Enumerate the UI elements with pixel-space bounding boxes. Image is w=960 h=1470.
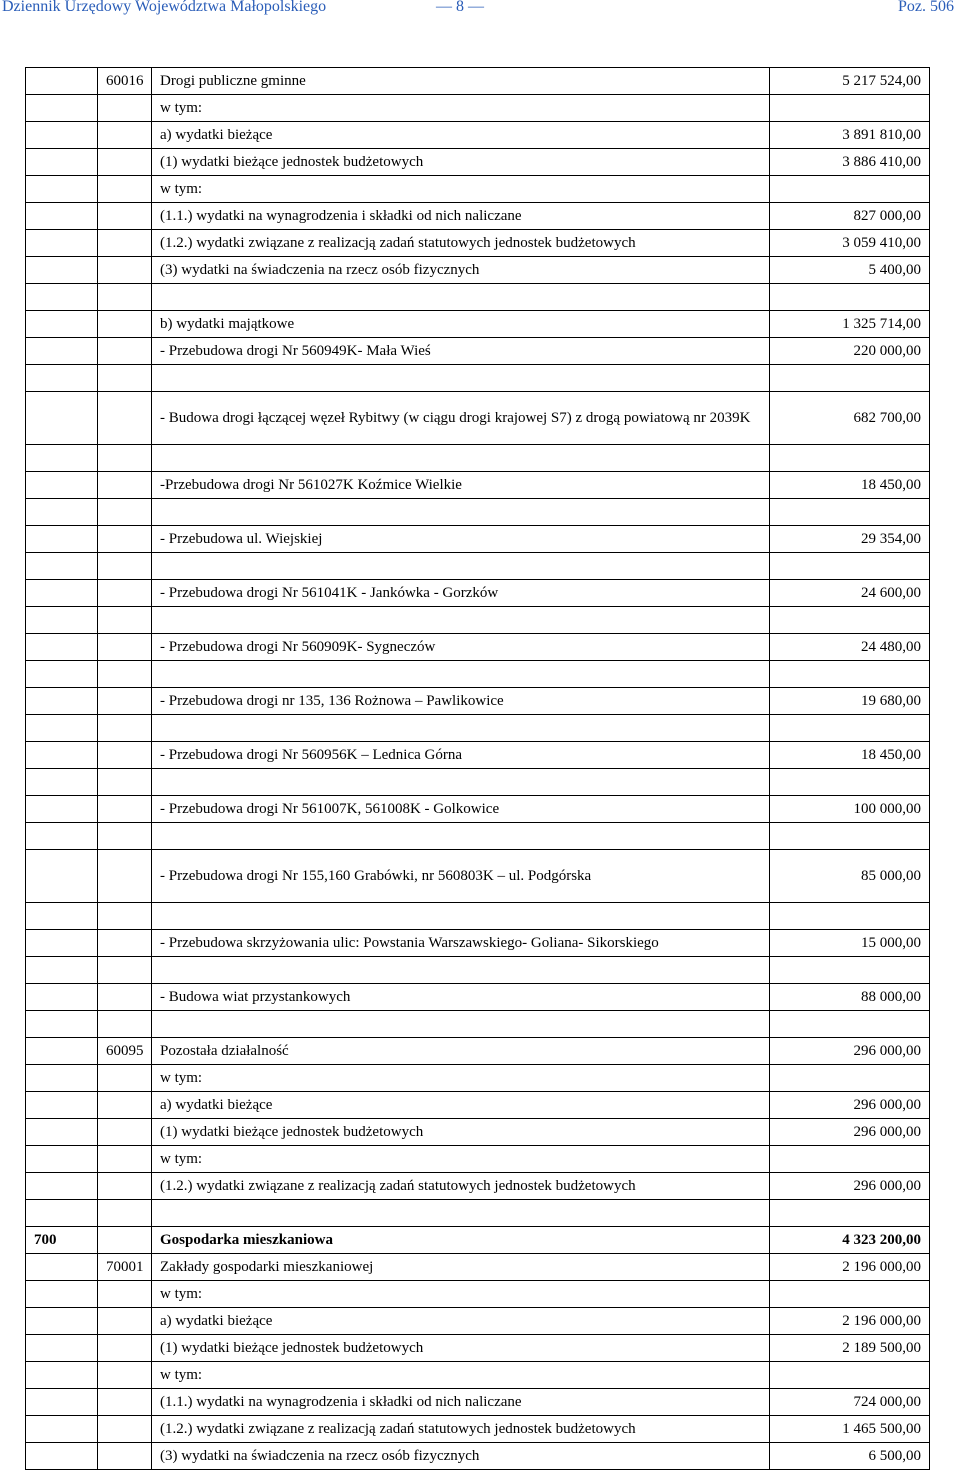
description xyxy=(152,1011,770,1038)
table-row xyxy=(26,311,930,338)
chapter-code xyxy=(98,122,152,149)
section-code xyxy=(26,122,98,149)
section-code xyxy=(26,311,98,338)
spacer-row xyxy=(26,957,930,984)
table-row xyxy=(26,1254,930,1281)
chapter-code xyxy=(98,203,152,230)
section-code xyxy=(26,284,98,311)
section-code xyxy=(26,365,98,392)
table-row xyxy=(26,688,930,715)
description: - Przebudowa drogi nr 135, 136 Rożnowa – Pawlikowice xyxy=(152,688,770,715)
amount xyxy=(770,661,930,688)
section-code xyxy=(26,95,98,122)
description xyxy=(152,553,770,580)
table-row xyxy=(26,472,930,499)
amount: 3 886 410,00 xyxy=(770,149,930,176)
table-row xyxy=(26,1119,930,1146)
section-code xyxy=(26,149,98,176)
section-code xyxy=(26,230,98,257)
chapter-code xyxy=(98,607,152,634)
description: - Przebudowa drogi Nr 561041K - Jankówka - Gorzków xyxy=(152,580,770,607)
section-code xyxy=(26,769,98,796)
table-row xyxy=(26,742,930,769)
spacer-row xyxy=(26,553,930,580)
description: w tym: xyxy=(152,1065,770,1092)
amount: 4 323 200,00 xyxy=(770,1227,930,1254)
description: (1) wydatki bieżące jednostek budżetowych xyxy=(152,149,770,176)
section-code xyxy=(26,1254,98,1281)
table-row xyxy=(26,930,930,957)
chapter-code xyxy=(98,742,152,769)
section-code xyxy=(26,392,98,445)
description: - Przebudowa drogi Nr 560949K- Mała Wieś xyxy=(152,338,770,365)
table-row xyxy=(26,1308,930,1335)
chapter-code xyxy=(98,1443,152,1470)
chapter-code xyxy=(98,257,152,284)
section-code xyxy=(26,984,98,1011)
chapter-code xyxy=(98,499,152,526)
section-code xyxy=(26,661,98,688)
chapter-code xyxy=(98,1335,152,1362)
chapter-code xyxy=(98,984,152,1011)
chapter-code xyxy=(98,338,152,365)
description: - Przebudowa ul. Wiejskiej xyxy=(152,526,770,553)
position-number: Poz. 506 xyxy=(898,0,954,15)
section-code xyxy=(26,1389,98,1416)
description: (1.2.) wydatki związane z realizacją zadań statutowych jednostek budżetowych xyxy=(152,230,770,257)
description xyxy=(152,823,770,850)
section-code xyxy=(26,499,98,526)
table-row xyxy=(26,1335,930,1362)
amount xyxy=(770,1281,930,1308)
chapter-code xyxy=(98,392,152,445)
table-row xyxy=(26,203,930,230)
table-row xyxy=(26,526,930,553)
amount xyxy=(770,1146,930,1173)
section-code xyxy=(26,1281,98,1308)
spacer-row xyxy=(26,607,930,634)
amount xyxy=(770,715,930,742)
amount xyxy=(770,769,930,796)
amount: 827 000,00 xyxy=(770,203,930,230)
description: w tym: xyxy=(152,176,770,203)
chapter-code xyxy=(98,715,152,742)
description: - Budowa wiat przystankowych xyxy=(152,984,770,1011)
amount: 296 000,00 xyxy=(770,1119,930,1146)
amount: 5 217 524,00 xyxy=(770,68,930,95)
description xyxy=(152,957,770,984)
amount: 29 354,00 xyxy=(770,526,930,553)
section-code xyxy=(26,1173,98,1200)
description: w tym: xyxy=(152,1146,770,1173)
spacer-row xyxy=(26,1200,930,1227)
amount: 2 196 000,00 xyxy=(770,1308,930,1335)
chapter-code xyxy=(98,1065,152,1092)
description: (1.2.) wydatki związane z realizacją zadań statutowych jednostek budżetowych xyxy=(152,1416,770,1443)
amount: 24 480,00 xyxy=(770,634,930,661)
amount: 18 450,00 xyxy=(770,472,930,499)
amount xyxy=(770,1362,930,1389)
section-code xyxy=(26,445,98,472)
section-code xyxy=(26,1119,98,1146)
table-row xyxy=(26,122,930,149)
table-row xyxy=(26,850,930,903)
description: (3) wydatki na świadczenia na rzecz osób fizycznych xyxy=(152,257,770,284)
amount xyxy=(770,553,930,580)
spacer-row xyxy=(26,661,930,688)
table-row xyxy=(26,68,930,95)
amount: 724 000,00 xyxy=(770,1389,930,1416)
chapter-code xyxy=(98,526,152,553)
amount: 220 000,00 xyxy=(770,338,930,365)
amount: 15 000,00 xyxy=(770,930,930,957)
amount xyxy=(770,607,930,634)
chapter-code xyxy=(98,284,152,311)
table-row xyxy=(26,1389,930,1416)
description: Pozostała działalność xyxy=(152,1038,770,1065)
section-code xyxy=(26,472,98,499)
spacer-row xyxy=(26,1011,930,1038)
section-code xyxy=(26,203,98,230)
amount: 296 000,00 xyxy=(770,1038,930,1065)
amount xyxy=(770,1065,930,1092)
chapter-code xyxy=(98,149,152,176)
chapter-code xyxy=(98,634,152,661)
description: (1) wydatki bieżące jednostek budżetowych xyxy=(152,1335,770,1362)
description xyxy=(152,284,770,311)
chapter-code: 70001 xyxy=(98,1254,152,1281)
description: a) wydatki bieżące xyxy=(152,1308,770,1335)
table-row xyxy=(26,634,930,661)
chapter-code xyxy=(98,1146,152,1173)
section-code xyxy=(26,176,98,203)
section-code xyxy=(26,338,98,365)
amount xyxy=(770,95,930,122)
amount xyxy=(770,176,930,203)
chapter-code xyxy=(98,1200,152,1227)
table-row xyxy=(26,95,930,122)
description: w tym: xyxy=(152,95,770,122)
spacer-row xyxy=(26,499,930,526)
amount: 19 680,00 xyxy=(770,688,930,715)
chapter-code xyxy=(98,1308,152,1335)
description xyxy=(152,715,770,742)
spacer-row xyxy=(26,715,930,742)
table-row xyxy=(26,580,930,607)
amount xyxy=(770,284,930,311)
table-row xyxy=(26,1362,930,1389)
amount: 3 059 410,00 xyxy=(770,230,930,257)
chapter-code xyxy=(98,1227,152,1254)
amount xyxy=(770,445,930,472)
chapter-code: 60016 xyxy=(98,68,152,95)
spacer-row xyxy=(26,445,930,472)
description: - Budowa drogi łączącej węzeł Rybitwy (w ciągu drogi krajowej S7) z drogą powiatową nr 2039K xyxy=(152,392,770,445)
amount: 1 465 500,00 xyxy=(770,1416,930,1443)
amount: 1 325 714,00 xyxy=(770,311,930,338)
amount: 100 000,00 xyxy=(770,796,930,823)
section-code xyxy=(26,1335,98,1362)
section-code xyxy=(26,580,98,607)
table-row xyxy=(26,392,930,445)
description: - Przebudowa drogi Nr 560909K- Sygneczów xyxy=(152,634,770,661)
amount xyxy=(770,1011,930,1038)
amount xyxy=(770,499,930,526)
chapter-code xyxy=(98,823,152,850)
chapter-code xyxy=(98,1389,152,1416)
description xyxy=(152,365,770,392)
chapter-code xyxy=(98,1173,152,1200)
amount: 88 000,00 xyxy=(770,984,930,1011)
chapter-code xyxy=(98,1416,152,1443)
table-row xyxy=(26,1065,930,1092)
amount: 682 700,00 xyxy=(770,392,930,445)
section-code xyxy=(26,715,98,742)
table-row xyxy=(26,149,930,176)
description: Zakłady gospodarki mieszkaniowej xyxy=(152,1254,770,1281)
table-row xyxy=(26,984,930,1011)
description: (1.1.) wydatki na wynagrodzenia i składki od nich naliczane xyxy=(152,1389,770,1416)
chapter-code xyxy=(98,1011,152,1038)
description xyxy=(152,607,770,634)
description xyxy=(152,445,770,472)
chapter-code xyxy=(98,796,152,823)
chapter-code xyxy=(98,661,152,688)
description xyxy=(152,903,770,930)
amount: 2 196 000,00 xyxy=(770,1254,930,1281)
chapter-code xyxy=(98,769,152,796)
description: b) wydatki majątkowe xyxy=(152,311,770,338)
chapter-code xyxy=(98,903,152,930)
table-row xyxy=(26,1227,930,1254)
section-code: 700 xyxy=(26,1227,98,1254)
amount: 296 000,00 xyxy=(770,1173,930,1200)
section-code xyxy=(26,796,98,823)
description: (1.2.) wydatki związane z realizacją zadań statutowych jednostek budżetowych xyxy=(152,1173,770,1200)
description: -Przebudowa drogi Nr 561027K Koźmice Wielkie xyxy=(152,472,770,499)
description xyxy=(152,1200,770,1227)
amount: 6 500,00 xyxy=(770,1443,930,1470)
description: Gospodarka mieszkaniowa xyxy=(152,1227,770,1254)
table-row xyxy=(26,1281,930,1308)
description: w tym: xyxy=(152,1362,770,1389)
chapter-code xyxy=(98,930,152,957)
description: (1.1.) wydatki na wynagrodzenia i składki od nich naliczane xyxy=(152,203,770,230)
chapter-code xyxy=(98,445,152,472)
description xyxy=(152,661,770,688)
amount xyxy=(770,365,930,392)
section-code xyxy=(26,850,98,903)
description: a) wydatki bieżące xyxy=(152,122,770,149)
chapter-code xyxy=(98,1092,152,1119)
table-row xyxy=(26,796,930,823)
chapter-code xyxy=(98,230,152,257)
chapter-code xyxy=(98,957,152,984)
section-code xyxy=(26,742,98,769)
description xyxy=(152,769,770,796)
chapter-code xyxy=(98,1119,152,1146)
table-row xyxy=(26,1146,930,1173)
budget-table xyxy=(25,67,930,1470)
section-code xyxy=(26,688,98,715)
table-row xyxy=(26,1443,930,1470)
description: - Przebudowa drogi Nr 561007K, 561008K - Golkowice xyxy=(152,796,770,823)
description: (1) wydatki bieżące jednostek budżetowych xyxy=(152,1119,770,1146)
description xyxy=(152,499,770,526)
amount: 24 600,00 xyxy=(770,580,930,607)
spacer-row xyxy=(26,769,930,796)
section-code xyxy=(26,930,98,957)
section-code xyxy=(26,823,98,850)
section-code xyxy=(26,1416,98,1443)
section-code xyxy=(26,607,98,634)
description: Drogi publiczne gminne xyxy=(152,68,770,95)
chapter-code xyxy=(98,365,152,392)
section-code xyxy=(26,1362,98,1389)
amount: 85 000,00 xyxy=(770,850,930,903)
section-code xyxy=(26,1443,98,1470)
table-row xyxy=(26,1173,930,1200)
spacer-row xyxy=(26,365,930,392)
chapter-code xyxy=(98,472,152,499)
amount: 5 400,00 xyxy=(770,257,930,284)
amount xyxy=(770,903,930,930)
chapter-code: 60095 xyxy=(98,1038,152,1065)
chapter-code xyxy=(98,311,152,338)
section-code xyxy=(26,1092,98,1119)
description: - Przebudowa drogi Nr 155,160 Grabówki, nr 560803K – ul. Podgórska xyxy=(152,850,770,903)
section-code xyxy=(26,1065,98,1092)
description: (3) wydatki na świadczenia na rzecz osób fizycznych xyxy=(152,1443,770,1470)
section-code xyxy=(26,1146,98,1173)
page-header xyxy=(0,0,960,16)
chapter-code xyxy=(98,1362,152,1389)
chapter-code xyxy=(98,580,152,607)
table-row xyxy=(26,1416,930,1443)
section-code xyxy=(26,257,98,284)
spacer-row xyxy=(26,284,930,311)
section-code xyxy=(26,1011,98,1038)
section-code xyxy=(26,1038,98,1065)
amount xyxy=(770,823,930,850)
table-row xyxy=(26,230,930,257)
amount: 296 000,00 xyxy=(770,1092,930,1119)
chapter-code xyxy=(98,95,152,122)
table-row xyxy=(26,176,930,203)
table-row xyxy=(26,257,930,284)
section-code xyxy=(26,634,98,661)
table-row xyxy=(26,1092,930,1119)
amount xyxy=(770,1200,930,1227)
chapter-code xyxy=(98,850,152,903)
amount: 18 450,00 xyxy=(770,742,930,769)
page-number: — 8 — xyxy=(436,0,484,15)
journal-title: Dziennik Urzędowy Województwa Małopolskiego xyxy=(2,0,327,15)
chapter-code xyxy=(98,688,152,715)
description: - Przebudowa skrzyżowania ulic: Powstania Warszawskiego- Goliana- Sikorskiego xyxy=(152,930,770,957)
description: - Przebudowa drogi Nr 560956K – Lednica Górna xyxy=(152,742,770,769)
spacer-row xyxy=(26,823,930,850)
amount: 2 189 500,00 xyxy=(770,1335,930,1362)
amount: 3 891 810,00 xyxy=(770,122,930,149)
chapter-code xyxy=(98,1281,152,1308)
chapter-code xyxy=(98,176,152,203)
table-row xyxy=(26,338,930,365)
table-row xyxy=(26,1038,930,1065)
section-code xyxy=(26,68,98,95)
spacer-row xyxy=(26,903,930,930)
section-code xyxy=(26,1200,98,1227)
chapter-code xyxy=(98,553,152,580)
section-code xyxy=(26,903,98,930)
description: w tym: xyxy=(152,1281,770,1308)
amount xyxy=(770,957,930,984)
section-code xyxy=(26,957,98,984)
description: a) wydatki bieżące xyxy=(152,1092,770,1119)
section-code xyxy=(26,526,98,553)
section-code xyxy=(26,553,98,580)
section-code xyxy=(26,1308,98,1335)
